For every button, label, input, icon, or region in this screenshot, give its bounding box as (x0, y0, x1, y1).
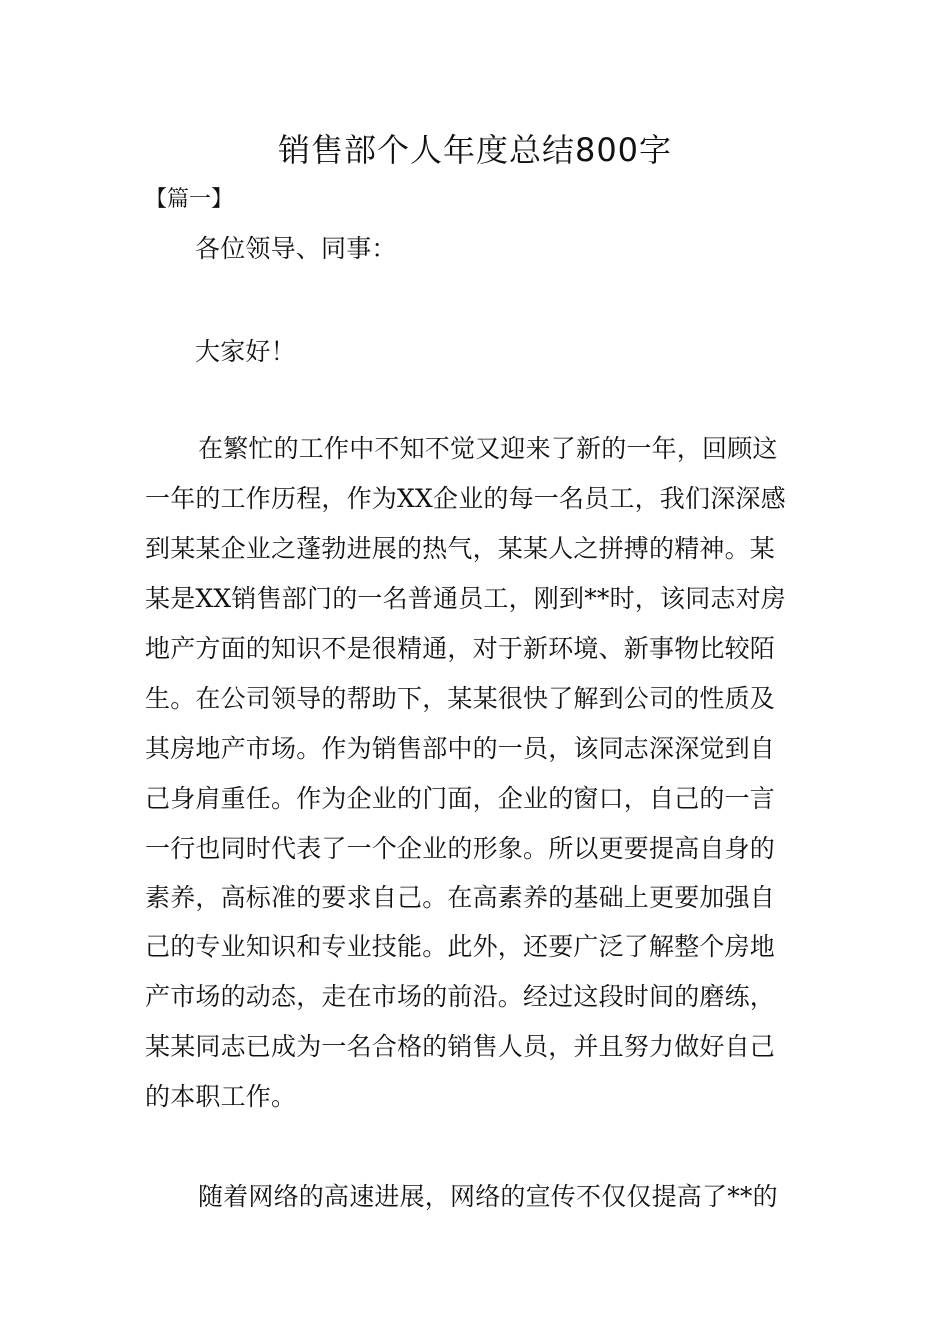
greeting: 大家好！ (195, 337, 296, 366)
paragraph-line: 一年的工作历程，作为XX企业的每一名员工，我们深深感 (145, 484, 786, 513)
paragraph-line: 一行也同时代表了一个企业的形象。所以更要提高自身的 (145, 834, 776, 863)
salutation: 各位领导、同事： (195, 234, 397, 263)
paragraph-line: 地产方面的知识不是很精通，对于新环境、新事物比较陌 (145, 634, 776, 663)
section-label: 【篇一】 (145, 187, 234, 212)
paragraph-line: 生。在公司领导的帮助下，某某很快了解到公司的性质及 (145, 684, 776, 713)
paragraph-line: 的本职工作。 (145, 1082, 297, 1111)
paragraph-line: 在繁忙的工作中不知不觉又迎来了新的一年，回顾这 (198, 434, 778, 463)
paragraph-line: 己的专业知识和专业技能。此外，还要广泛了解整个房地 (145, 932, 776, 961)
document-title: 销售部个人年度总结800字 (277, 131, 673, 169)
paragraph-line: 己身肩重任。作为企业的门面，企业的窗口，自己的一言 (145, 784, 776, 813)
paragraph-line: 产市场的动态，走在市场的前沿。经过这段时间的磨练， (145, 982, 776, 1011)
paragraph-line: 素养，高标准的要求自己。在高素养的基础上更要加强自 (145, 883, 776, 912)
paragraph-line: 其房地产市场。作为销售部中的一员，该同志深深觉到自 (145, 734, 776, 763)
paragraph-line: 到某某企业之蓬勃进展的热气，某某人之拼搏的精神。某 (145, 534, 776, 563)
paragraph-line: 某是XX销售部门的一名普通员工，刚到**时，该同志对房 (145, 584, 786, 613)
paragraph-line: 某某同志已成为一名合格的销售人员，并且努力做好自己 (145, 1032, 776, 1061)
paragraph-line: 随着网络的高速进展，网络的宣传不仅仅提高了**的 (198, 1182, 778, 1211)
